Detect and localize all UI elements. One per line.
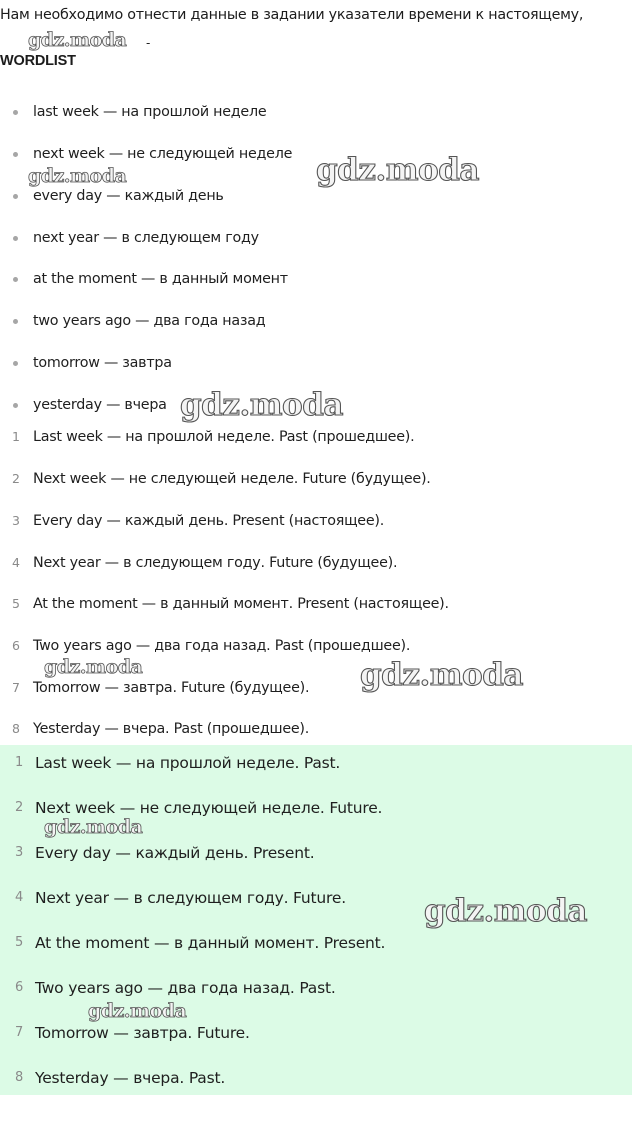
watermark-logo: gdz.moda [28,29,127,51]
item-number: 5 [12,596,20,611]
intro-text: Нам необходимо отнести данные в задании указатели времени к настоящему, [0,7,584,23]
item-number: 4 [15,890,24,905]
item-number: 4 [12,555,20,570]
watermark-logo: gdz.moda [88,1000,187,1022]
item-number: 1 [15,755,24,770]
bullet-icon [13,110,18,115]
bullet-icon [13,361,18,366]
watermark-logo: gdz.moda [424,893,587,929]
watermark-logo: gdz.moda [360,657,523,693]
item-number: 1 [12,429,20,444]
bullet-icon [13,236,18,241]
item-number: 7 [12,680,20,695]
wordlist-heading: WORDLIST [0,53,76,69]
bullet-icon [13,403,18,408]
watermark-logo: gdz.moda [180,387,343,423]
bullet-icon [13,194,18,199]
watermark-logo: gdz.moda [44,656,143,678]
item-number: 5 [15,935,24,950]
item-number: 6 [12,638,20,653]
item-number: 8 [15,1070,24,1085]
watermark-logo: gdz.moda [28,165,127,187]
bullet-icon [13,277,18,282]
bullet-icon [13,152,18,157]
item-number: 8 [12,721,20,736]
item-number: 6 [15,980,24,995]
dash-mark: - [146,36,151,50]
item-number: 3 [12,513,20,528]
item-number: 2 [12,471,20,486]
item-number: 7 [15,1025,24,1040]
watermark-logo: gdz.moda [316,152,479,188]
item-number: 3 [15,845,24,860]
item-number: 2 [15,800,24,815]
bullet-icon [13,319,18,324]
watermark-logo: gdz.moda [44,816,143,838]
